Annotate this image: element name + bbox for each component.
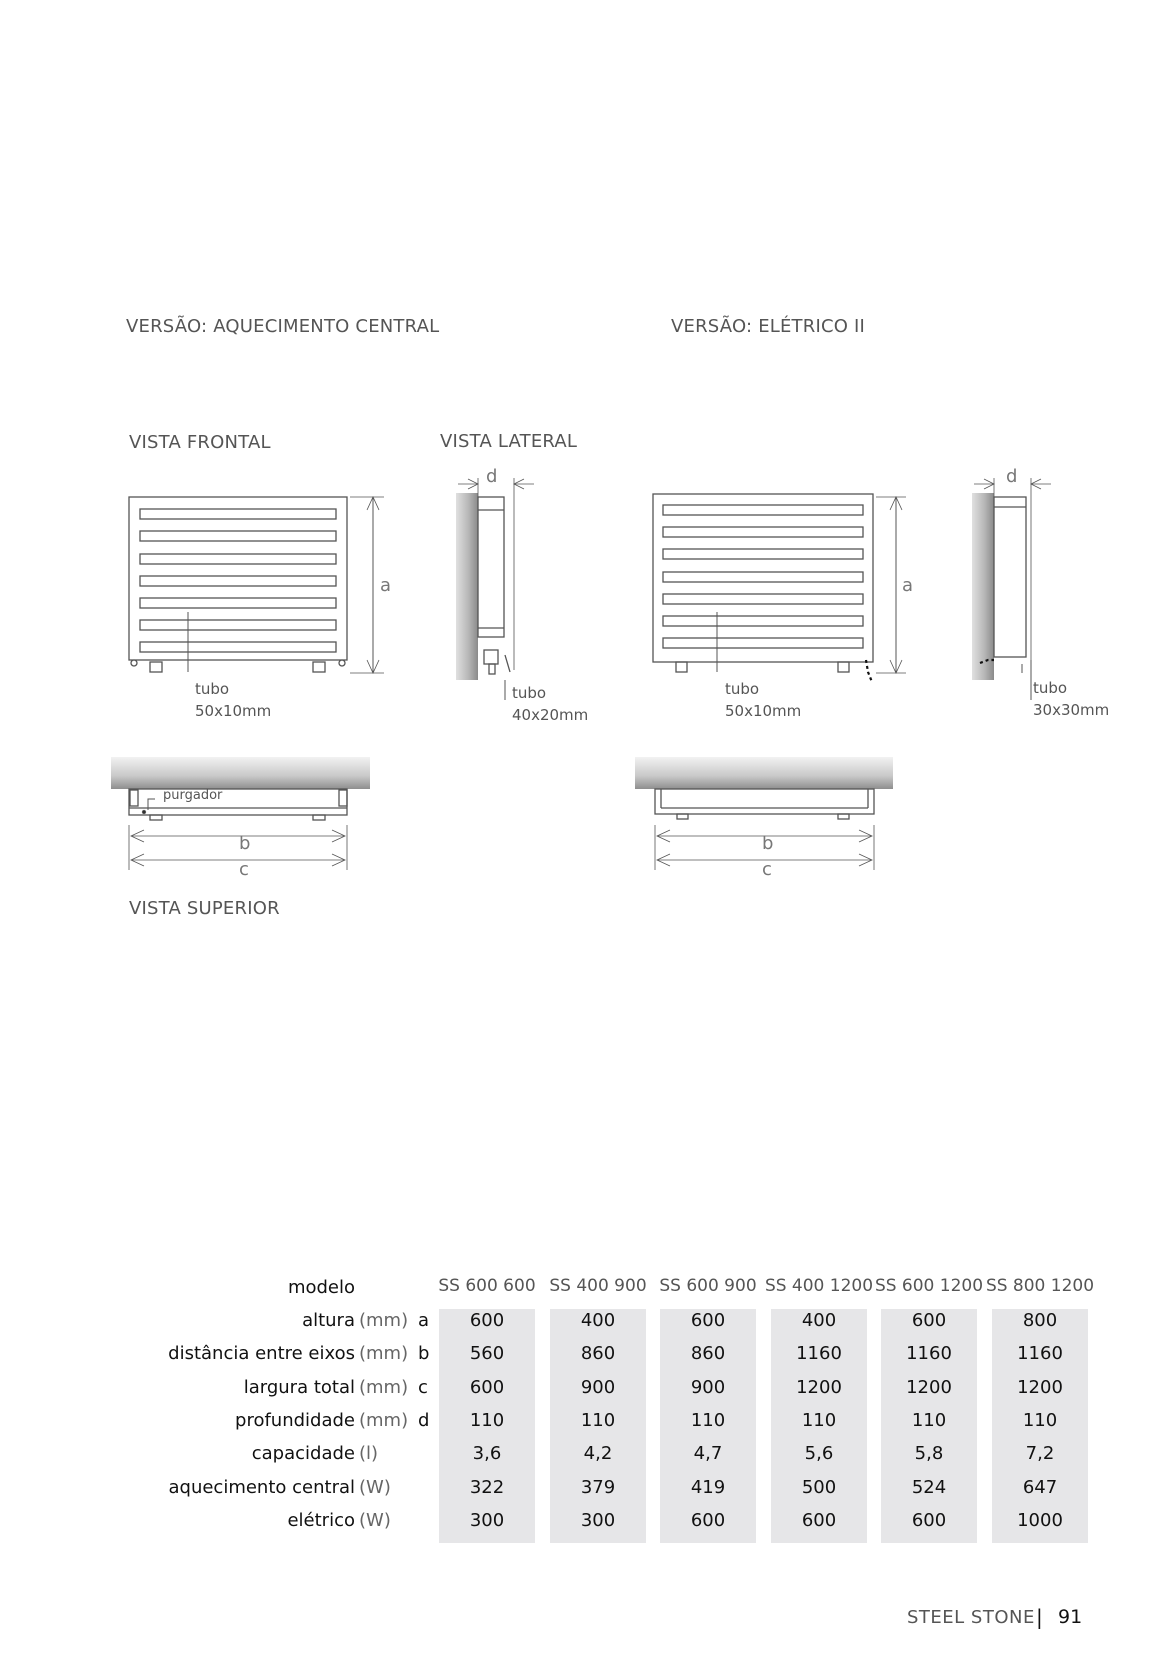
table-model-header: SS 400 1200 [764,1276,874,1296]
heading-top-view: VISTA SUPERIOR [129,898,280,919]
table-cell: 900 [690,1377,726,1398]
table-row-label: distância entre eixos [168,1343,355,1364]
table-row-label: altura [302,1310,355,1331]
table-row-label: elétrico [287,1510,355,1531]
central-dim-c-label: c [239,859,249,880]
table-cell: 1160 [906,1343,952,1364]
table-cell: 7,2 [1025,1443,1055,1464]
table-cell: 322 [469,1477,505,1498]
table-cell: 5,8 [914,1443,944,1464]
table-cell: 800 [1022,1310,1058,1331]
table-cell: 110 [801,1410,837,1431]
electric-side-tube-label: tubo 30x30mm [1033,679,1110,719]
electric-dim-a-label: a [902,575,914,596]
table-cell: 647 [1022,1477,1058,1498]
table-row-label: capacidade [251,1443,355,1464]
central-side-tube-label: tubo 40x20mm [512,684,589,724]
table-row-label: largura total [243,1377,355,1398]
table-cell: 5,6 [804,1443,834,1464]
table-cell: 1200 [796,1377,842,1398]
electric-front-view-drawing [653,494,906,682]
heading-front-view: VISTA FRONTAL [129,432,271,453]
table-cell: 600 [469,1310,505,1331]
table-model-header: SS 400 900 [549,1276,647,1296]
footer-separator: | [1036,1605,1043,1629]
table-row-key: d [418,1410,430,1431]
electric-side-view-drawing [972,478,1051,700]
electric-dim-b-label: b [762,833,774,854]
table-cell: 1200 [1017,1377,1063,1398]
table-cell: 300 [580,1510,616,1531]
central-dim-d-label: d [486,466,498,487]
central-side-view-drawing [456,478,534,700]
table-cell: 110 [469,1410,505,1431]
central-front-tube-label: tubo 50x10mm [195,680,272,720]
table-cell: 524 [911,1477,947,1498]
table-row-key: b [418,1343,430,1364]
table-cell: 1000 [1017,1510,1063,1531]
table-model-header: SS 600 900 [659,1276,757,1296]
table-cell: 400 [801,1310,837,1331]
table-cell: 110 [690,1410,726,1431]
table-row-unit: (l) [359,1443,379,1464]
page-number: 91 [1058,1606,1083,1628]
table-cell: 3,6 [472,1443,502,1464]
table-cell: 600 [801,1510,837,1531]
table-cell: 4,7 [693,1443,723,1464]
table-row-unit: (W) [359,1510,391,1531]
footer-brand: STEEL STONE [907,1607,1035,1628]
table-cell: 600 [690,1310,726,1331]
electric-dim-c-label: c [762,859,772,880]
table-cell: 500 [801,1477,837,1498]
table-cell: 1160 [1017,1343,1063,1364]
heading-version-central: VERSÃO: AQUECIMENTO CENTRAL [126,316,440,337]
table-cell: 110 [580,1410,616,1431]
table-model-header: SS 600 600 [438,1276,536,1296]
central-dim-a-label: a [380,575,392,596]
table-row-key: a [418,1310,430,1331]
table-cell: 110 [1022,1410,1058,1431]
heading-version-electric: VERSÃO: ELÉTRICO II [671,316,866,337]
table-cell: 1200 [906,1377,952,1398]
table-row-unit: (mm) [359,1310,409,1331]
central-front-view-drawing [129,497,384,673]
table-cell: 600 [690,1510,726,1531]
table-cell: 560 [469,1343,505,1364]
table-row-unit: (mm) [359,1343,409,1364]
table-cell: 4,2 [583,1443,613,1464]
table-cell: 110 [911,1410,947,1431]
table-model-header: SS 600 1200 [874,1276,984,1296]
table-cell: 860 [580,1343,616,1364]
table-cell: 300 [469,1510,505,1531]
heading-side-view: VISTA LATERAL [440,431,578,452]
table-cell: 600 [911,1310,947,1331]
electric-front-tube-label: tubo 50x10mm [725,680,802,720]
table-cell: 600 [911,1510,947,1531]
table-cell: 900 [580,1377,616,1398]
table-model-header: SS 800 1200 [985,1276,1095,1296]
table-row-unit: (mm) [359,1410,409,1431]
table-row-key: c [418,1377,428,1398]
table-cell: 860 [690,1343,726,1364]
table-cell: 400 [580,1310,616,1331]
table-row-unit: (mm) [359,1377,409,1398]
table-cell: 379 [580,1477,616,1498]
table-cell: 1160 [796,1343,842,1364]
purgador-label: purgador [163,788,223,803]
central-dim-b-label: b [239,833,251,854]
table-row-label: aquecimento central [168,1477,355,1498]
table-cell: 419 [690,1477,726,1498]
table-header-label: modelo [287,1277,355,1298]
table-cell: 600 [469,1377,505,1398]
electric-dim-d-label: d [1006,466,1018,487]
table-row-label: profundidade [235,1410,355,1431]
table-row-unit: (W) [359,1477,391,1498]
